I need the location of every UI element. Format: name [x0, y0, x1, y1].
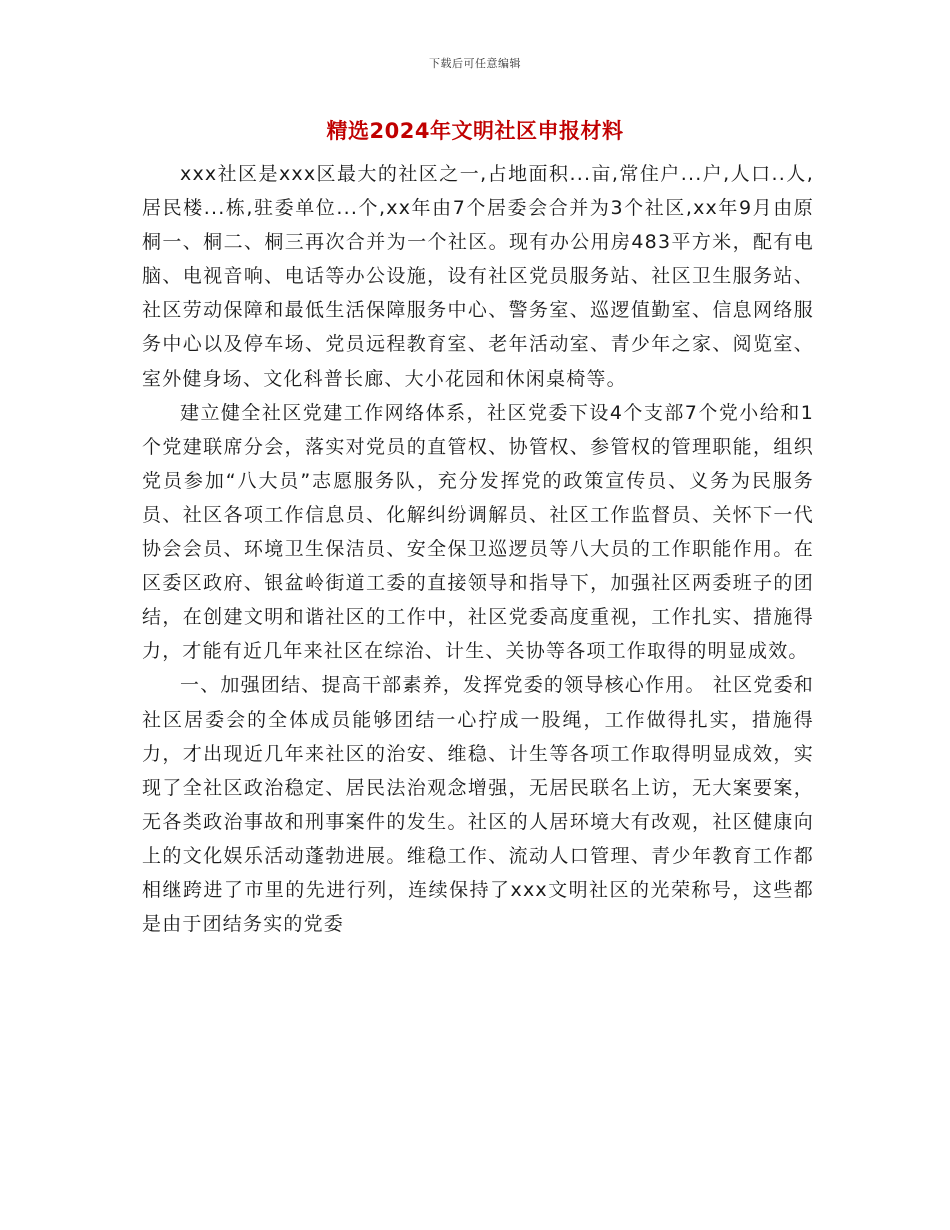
paragraph-party-network: 建立健全社区党建工作网络体系，社区党委下设4个支部7个党小给和1个党建联席分会，落实对党员的直管权、协管权、参管权的管理职能，组织党员参加“八大员”志愿服务队，充分发挥党的政策宣传员、义务为民服务员、社区各项工作信息员、化解纠纷调解员、社区工作监督员、关怀下一代协会会员、环境卫生保洁员、安全保卫巡逻员等八大员的工作职能作用。在区委区政府、银盆岭街道工委的直接领导和指导下，加强社区两委班子的团结，在创建文明和谐社区的工作中，社区党委高度重视，工作扎实、措施得力，才能有近几年来社区在综治、计生、关协等各项工作取得的明显成效。: [142, 401, 814, 663]
paragraph-section-one: 一、加强团结、提高干部素养，发挥党委的领导核心作用。 社区党委和社区居委会的全体成员能够团结一心拧成一股绳，工作做得扎实，措施得力，才出现近几年来社区的治安、维稳、计生等各项工作取得明显成效，实现了全社区政治稳定、居民法治观念增强，无居民联名上访，无大案要案，无各类政治事故和刑事案件的发生。社区的人居环境大有改观，社区健康向上的文化娱乐活动蓬勃进展。维稳工作、流动人口管理、青少年教育工作都相继跨进了市里的先进行列，连续保持了xxx文明社区的光荣称号，这些都是由于团结务实的党委: [142, 674, 814, 936]
paragraph-intro: xxx社区是xxx区最大的社区之一,占地面积...亩,常住户...户,人口..人,居民楼...栋,驻委单位...个,xx年由7个居委会合并为3个社区,xx年9月由原桐一、桐二、桐三再次合并为一个社区。现有办公用房483平方米，配有电脑、电视音响、电话等办公设施，设有社区党员服务站、社区卫生服务站、社区劳动保障和最低生活保障服务中心、警务室、巡逻值勤室、信息网络服务中心以及停车场、党员远程教育室、老年活动室、青少年之家、阅览室、室外健身场、文化科普长廊、大小花园和休闲桌椅等。: [142, 163, 814, 390]
document-body: [142, 157, 814, 941]
header-note: 下载后可任意编辑: [429, 57, 521, 70]
document-title: 精选2024年文明社区申报材料: [326, 119, 624, 143]
